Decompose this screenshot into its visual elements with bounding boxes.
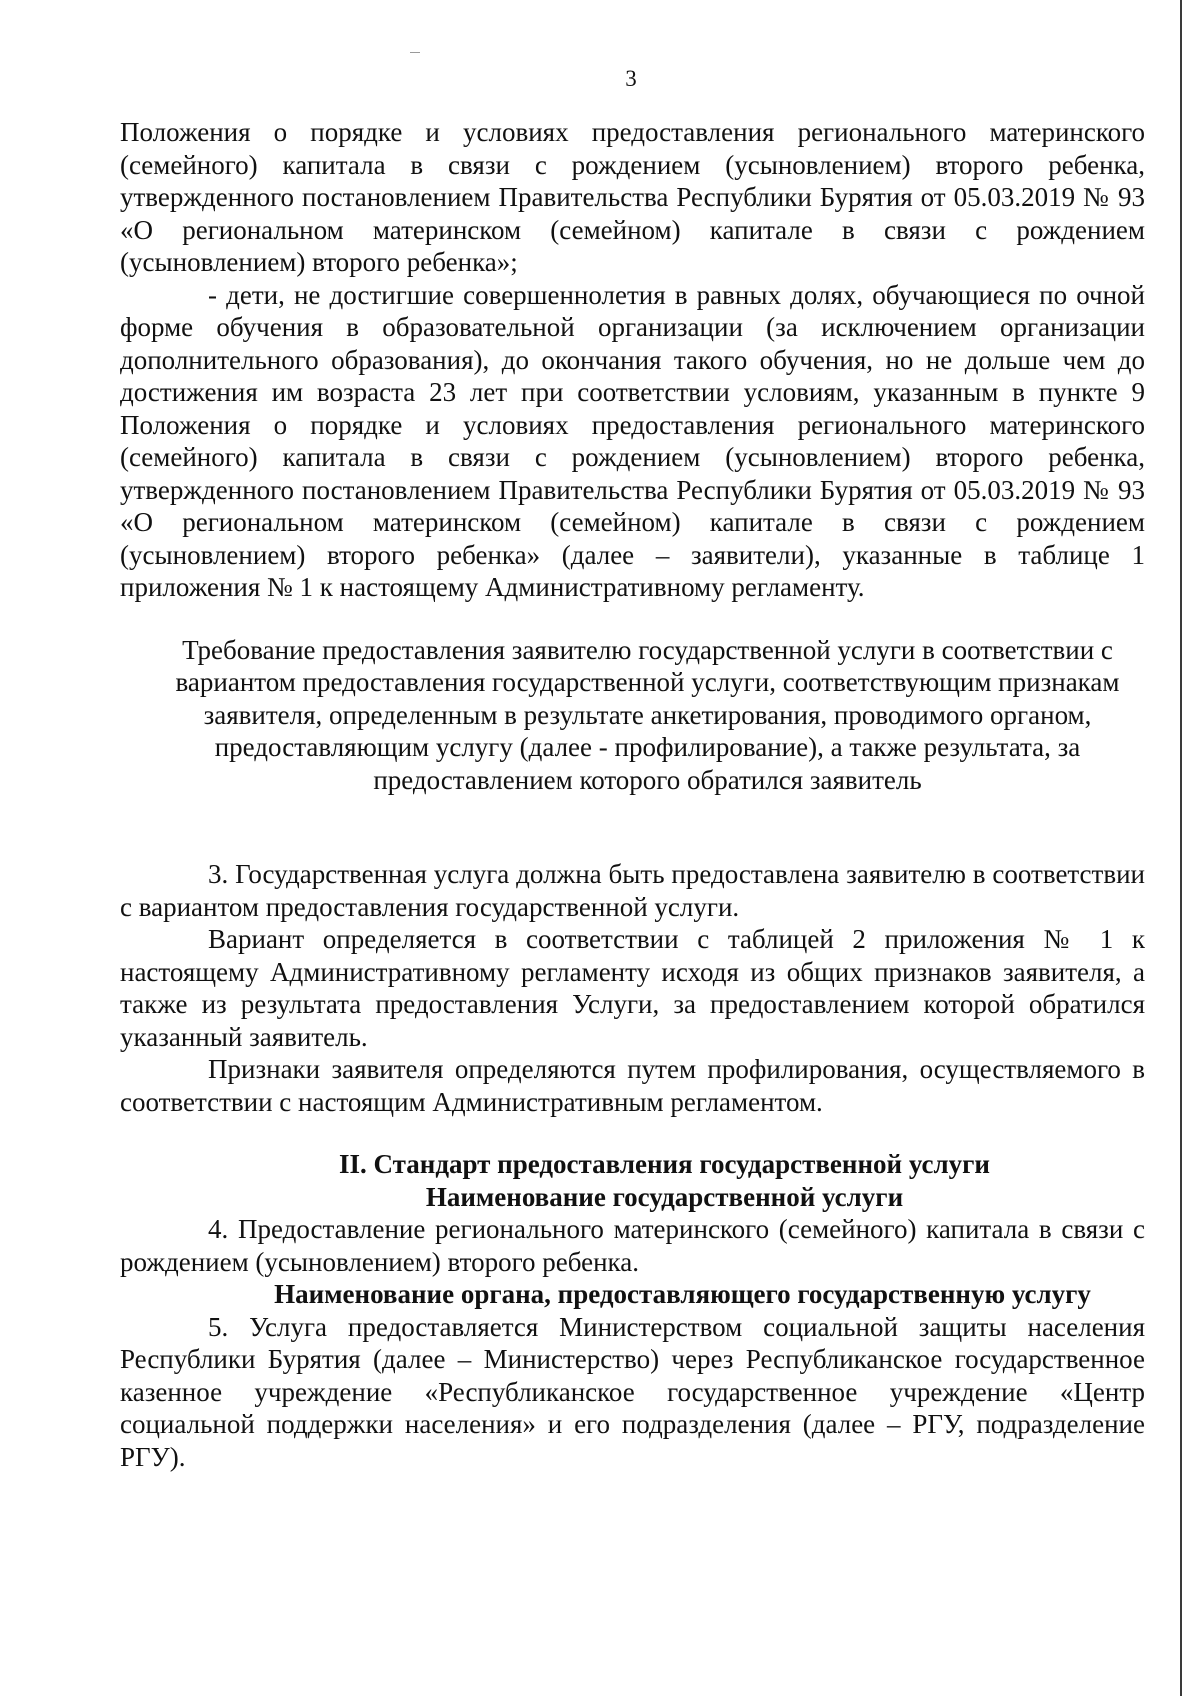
spacer <box>120 604 1145 634</box>
section-title-profiling: Требование предоставления заявителю государственной услуги в соответствии с вариантом предоставления государственной услуги, соответствующим признакам заявителя, определенным в результате анкетирования, проводимого органом, предоставляющим услугу (далее - профилирование), а также результата, за предоставлением которого обратился заявитель <box>175 634 1120 795</box>
chapter-subheading: Наименование государственной услуги <box>425 1181 904 1212</box>
paragraph-continuation: Положения о порядке и условиях предоставления регионального материнского (семейного) капитала в связи с рождением (усыновлением) второго ребенка, утвержденного постановлением Правительства Республики Бурятия от 05.03.2019 № 93 «О региональном материнском (семейном) капитале в связи с рождением (усыновлением) второго ребенка»; <box>120 117 1145 277</box>
paragraph-variant: Вариант определяется в соответствии с таблицей 2 приложения № 1 к настоящему Административному регламенту исходя из общих признаков заявителя, а также из результата предоставления Услуги, за предоставлением которой обратился указанный заявитель. <box>120 924 1145 1052</box>
document-body <box>120 116 1145 1473</box>
subsection-heading: Наименование органа, предоставляющего государственную услугу <box>274 1279 1091 1309</box>
scan-page-edge <box>1180 0 1182 1696</box>
paragraph-applicant-features: Признаки заявителя определяются путем профилирования, осуществляемого в соответствии с настоящим Административным регламентом. <box>120 1054 1145 1117</box>
page-number: 3 <box>625 66 637 91</box>
paragraph-applicants-children: - дети, не достигшие совершеннолетия в равных долях, обучающиеся по очной форме обучения в образовательной организации (за исключением организации дополнительного образования), до окончания такого обучения, но не дольше чем до достижения им возраста 23 лет при соответствии условиям, указанным в пункте 9 Положения о порядке и условиях предоставления регионального материнского (семейного) капитала в связи с рождением (усыновлением) второго ребенка, утвержденного постановлением Правительства Республики Бурятия от 05.03.2019 № 93 «О региональном материнском (семейном) капитале в связи с рождением (усыновлением) второго ребенка» (далее – заявители), указанные в таблице 1 приложения № 1 к настоящему Административному регламенту. <box>120 279 1145 602</box>
spacer <box>120 1118 1145 1148</box>
spacer <box>120 796 1145 858</box>
paragraph-item-3: 3. Государственная услуга должна быть предоставлена заявителю в соответствии с вариантом предоставления государственной услуги. <box>120 859 1145 922</box>
chapter-heading: II. Стандарт предоставления государственной услуги <box>339 1149 990 1179</box>
paragraph-item-5: 5. Услуга предоставляется Министерством социальной защиты населения Республики Бурятия (далее – Министерство) через Республиканское государственное казенное учреждение «Республиканское государственное учреждение «Центр социальной поддержки населения» и его подразделения (далее – РГУ, подразделение РГУ). <box>120 1311 1145 1472</box>
scan-speck <box>410 52 420 53</box>
paragraph-item-4: 4. Предоставление регионального материнского (семейного) капитала в связи с рождением (усыновлением) второго ребенка. <box>120 1214 1145 1277</box>
